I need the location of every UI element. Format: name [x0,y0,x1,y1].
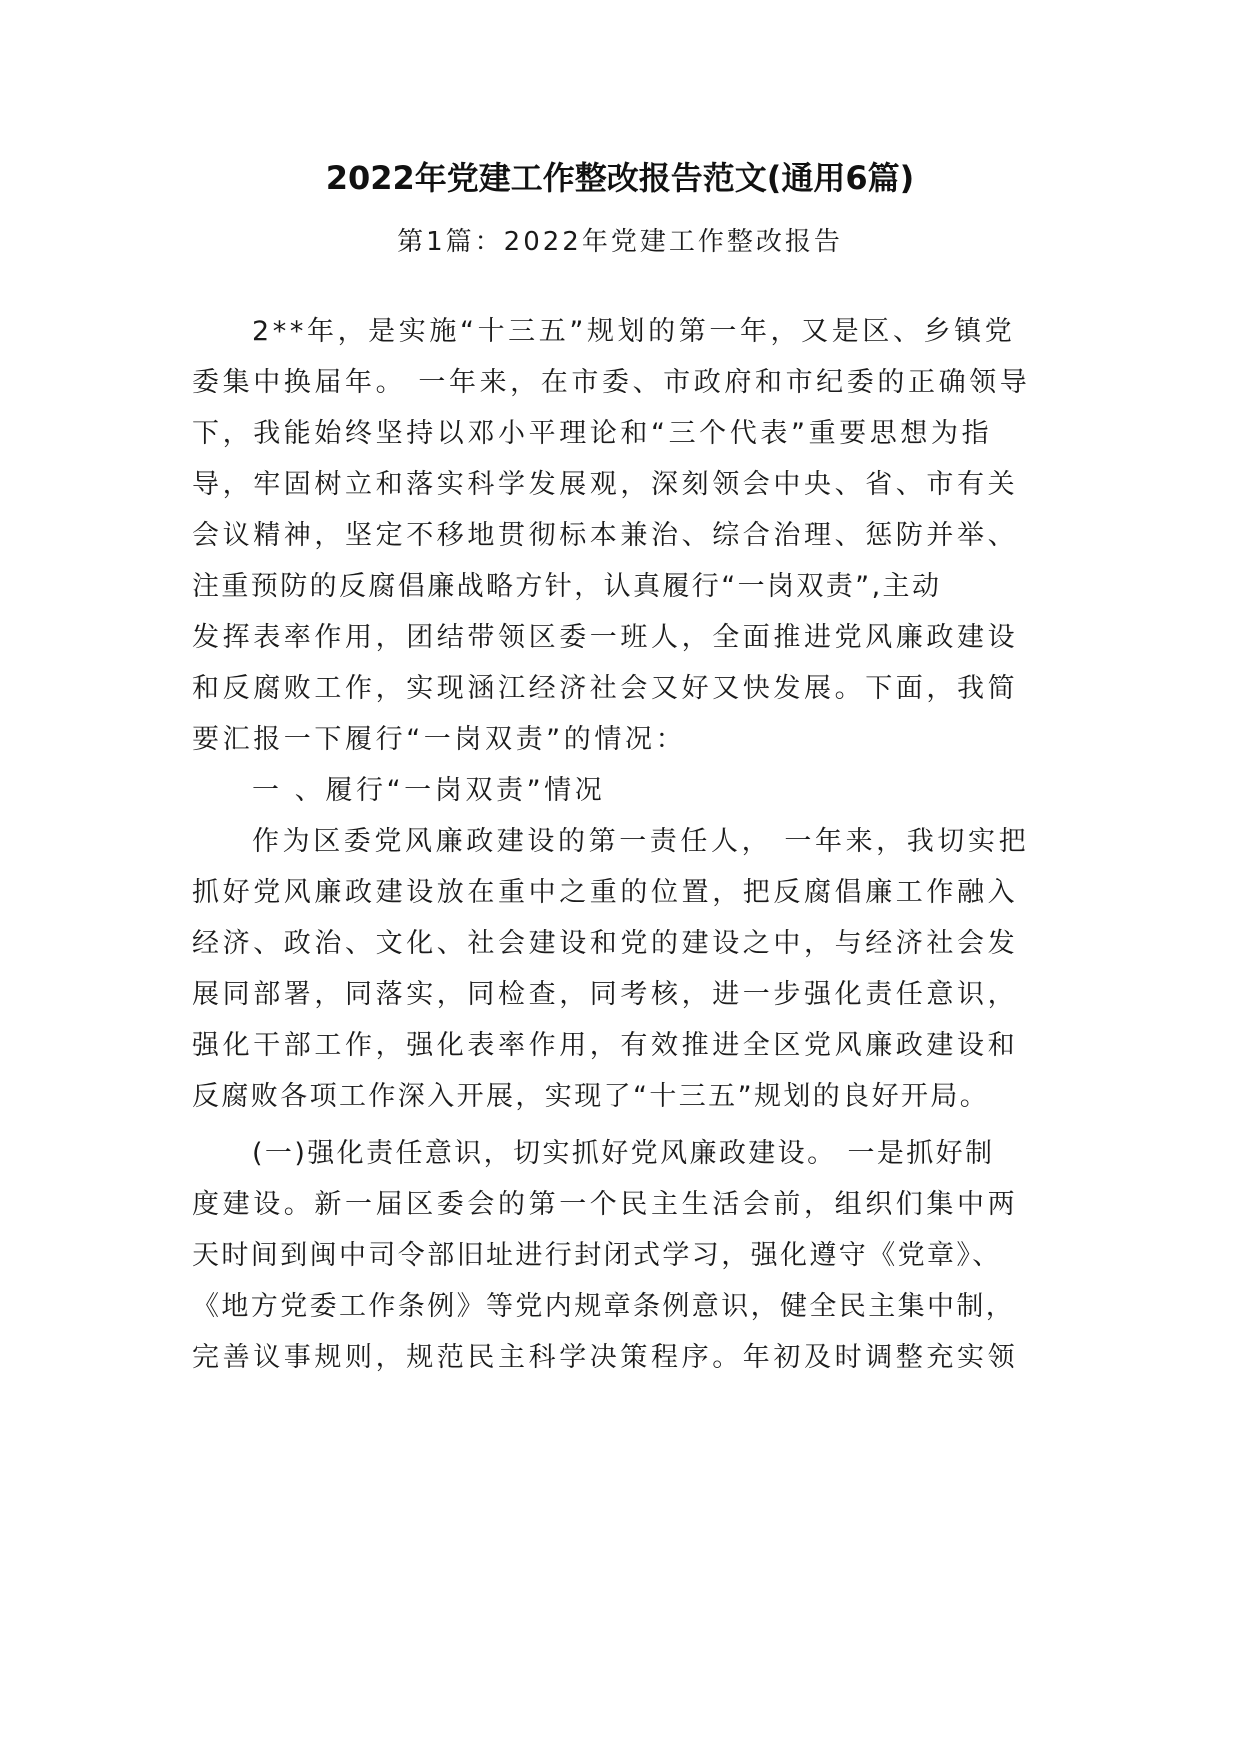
paragraph-line: 完善议事规则，规范民主科学决策程序。年初及时调整充实领 [192,1342,1019,1373]
paragraph-line: 发挥表率作用，团结带领区委一班人，全面推进党风廉政建设 [192,622,1019,653]
document-title: 2022年党建工作整改报告范文(通用6篇) [325,159,915,197]
paragraph-line: 会议精神，坚定不移地贯彻标本兼治、综合治理、惩防并举、 [192,520,1019,551]
section-heading: 一 、履行“一岗双责”情况 [252,775,606,806]
document-subtitle: 第1篇：2022年党建工作整改报告 [397,227,843,257]
paragraph-line: 导，牢固树立和落实科学发展观，深刻领会中央、省、市有关 [192,469,1019,500]
paragraph-line: 反腐败各项工作深入开展，实现了“十三五”规划的良好开局。 [192,1081,990,1112]
paragraph-line: 作为区委党风廉政建设的第一责任人， 一年来，我切实把 [252,826,1030,857]
document-body [192,306,1048,1383]
paragraph-line: 《地方党委工作条例》等党内规章条例意识，健全民主集中制， [192,1291,1016,1322]
paragraph-line: 经济、政治、文化、社会建设和党的建设之中，与经济社会发 [192,928,1019,959]
paragraph-line: 下，我能始终坚持以邓小平理论和“三个代表”重要思想为指 [192,418,993,449]
paragraph-line: 抓好党风廉政建设放在重中之重的位置，把反腐倡廉工作融入 [192,877,1019,908]
paragraph-line: 展同部署，同落实，同检查，同考核，进一步强化责任意识， [192,979,1019,1010]
paragraph-line: 注重预防的反腐倡廉战略方针，认真履行“一岗双责”,主动 [192,571,942,602]
paragraph-line: (一)强化责任意识，切实抓好党风廉政建设。 一是抓好制 [252,1138,995,1169]
paragraph-line: 2**年，是实施“十三五”规划的第一年，又是区、乡镇党 [252,316,1016,347]
paragraph-line: 委集中换届年。 一年来，在市委、市政府和市纪委的正确领导 [192,367,1031,398]
paragraph-line: 和反腐败工作，实现涵江经济社会又好又快发展。下面，我简 [192,673,1019,704]
paragraph-line: 度建设。新一届区委会的第一个民主生活会前，组织们集中两 [192,1189,1019,1220]
paragraph-line: 要汇报一下履行“一岗双责”的情况： [192,724,687,755]
paragraph-line: 强化干部工作，强化表率作用，有效推进全区党风廉政建设和 [192,1030,1019,1061]
paragraph-line: 天时间到闽中司令部旧址进行封闭式学习，强化遵守《党章》、 [192,1240,1002,1271]
